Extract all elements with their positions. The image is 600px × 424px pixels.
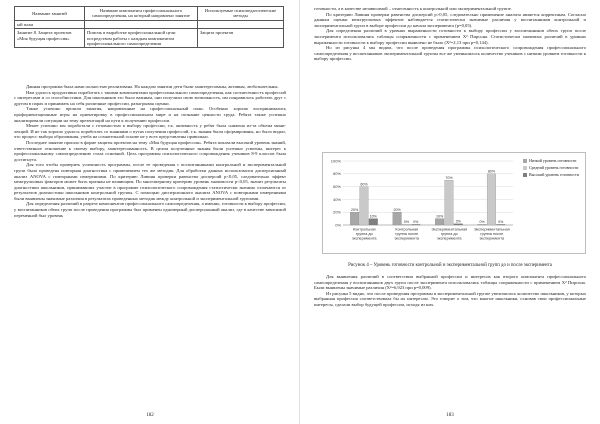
table-header-cell: Используемые психопедагогические методы bbox=[197, 7, 283, 21]
bar-2-1 bbox=[411, 224, 420, 225]
legend-swatch bbox=[523, 159, 527, 163]
y-tick-label: 100% bbox=[330, 158, 341, 164]
bar-data-label: 2% bbox=[455, 219, 461, 224]
bar-data-label: 10% bbox=[435, 214, 444, 219]
bar-0-1 bbox=[393, 212, 402, 225]
table-cell: ый план bbox=[15, 20, 85, 28]
x-category-label: Экспериментальная группа после эксперимента bbox=[473, 227, 510, 241]
bar-data-label: 10% bbox=[369, 214, 377, 219]
bar-data-label: 70% bbox=[445, 176, 453, 180]
paragraph: Для определения различий в разрезе компонентов профессионального самоопределения, а именно, готовности к выбору профессии, у воспитанников обеих групп после проведения программы был применен одномерный дисперсионный анализ, где в качестве зависимой переменной был уровень bbox=[14, 201, 286, 218]
bar-2-0 bbox=[369, 219, 378, 225]
table-cell bbox=[84, 20, 197, 28]
paragraph: Но из рисунка 4 мы видим, что после проведения программы психологического сопровождения профессионального самоопределения у воспитанников экспериментальной группы все же уменьшилось количество учеников с низким уровнем готовности к выбору профессии. bbox=[314, 45, 586, 62]
right-body-text-bottom bbox=[314, 274, 586, 308]
bar-chart-svg bbox=[323, 153, 519, 253]
bar-data-label: 60% bbox=[360, 182, 368, 187]
table-cell-methods: Защита проектов bbox=[197, 29, 283, 48]
bar-data-label: 0% bbox=[403, 220, 410, 225]
y-tick-label: 40% bbox=[332, 196, 341, 202]
x-category-label: Контрольная группа до эксперимента bbox=[351, 227, 377, 241]
legend-item bbox=[523, 159, 581, 164]
bar-data-label: 20% bbox=[393, 208, 401, 212]
bar-1-2 bbox=[445, 180, 454, 225]
bar-1-1 bbox=[402, 224, 411, 225]
bar-1-3 bbox=[487, 174, 496, 225]
right-body-text-top bbox=[314, 6, 586, 62]
paragraph: Также успешно прошли занятия, направленные на профессиональный план. Особенно хорошо воспринимались профориентационные игры на ориентировку в профессиональном мире и на познание ценности труда. Ребята также успешно анализировали ситуации на тему презентаций на пути к получению профессии. bbox=[14, 106, 286, 123]
paragraph: Нам удалось продуктивно поработать с такими компонентами профессионального самоопределения, как соотнесенность профессий с интересами и со способностями. Для школьников это было важным, они получили свою возможность, им понравилось работать друг с другом в парах и принимать на себя различные профессии, разыгрывая сценки. bbox=[14, 89, 286, 106]
paragraph: Последнее занятие прошло в форме защиты проектов на тему «Моя будущая профессия». Ребята показали высокий уровень знаний, ответственное отношение к своему выбору, заинтересованность. В целом полученные знания были успешно усвоены, интерес к профессиональному самоопределению стала основной. Цель программы психологического сопровождения учеников 8-9 классов была достигнута. bbox=[14, 139, 286, 162]
bar-0-3 bbox=[478, 224, 487, 225]
paragraph: Для того чтобы проверить успешность программы, после ее проведения с воспитанниками контрольной и экспериментальной групп была проведена повторная диагностика с применением тех же методик. Для обработки данных использовался дисперсионный анализ ANOVA с повторными измерениями. По критерию Ливиня проверки равенства дисперсий р<0,05, следовательно эффект межгрупповых факторов может быть признан не влияющим. По многомерному критерию уровень значимости р<0,05, значит результаты диагностики школьников, принимавших участие в программе психологического сопровождения статистически значимо отличаются от результатов диагностики школьников контрольной группы. С помощью дисперсионного анализа ANOVA с повторными измерениями были выявлены значимые различия в результатах проведенных методик между контрольной и экспериментальной группами. bbox=[14, 162, 286, 201]
x-category-label: Экспериментальная группа до эксперимента bbox=[431, 227, 468, 241]
legend-label: Высокий уровень готовности bbox=[529, 171, 579, 177]
paragraph: Менее успешно мы поработали с готовностью к выбору профессии, т.к. активность у ребят была снижена из-за объема мини-лекций. И не так хорошо удалось поработать со знаниями о путях получения профессий, т.к. знания были сформированы, но было видно, что процесс выбора образования, учеба на сознательной основе не у всех представлены правильно. bbox=[14, 123, 286, 140]
y-tick-label: 60% bbox=[332, 184, 341, 189]
program-table bbox=[14, 6, 284, 48]
paragraph: Для выявления различий в соответствии выбранной профессии и интересов как второго компонента профессионального самоопределения у воспитанников двух групп после эксперимента использовались таблицы сопряженности с применением X² Пирсона. Были выявлены значимые различия (X²=6,923 при р=0,009). bbox=[314, 274, 586, 291]
table-cell-component: Помочь в выработке профессиональной цели посредством работы с каждым компонентом профессионального самоопределения bbox=[84, 29, 197, 48]
left-page bbox=[4, 0, 296, 424]
figure-caption: Рисунок 4 – Уровень готовности контрольной и экспериментальной групп до и после эксперимента bbox=[348, 262, 552, 268]
bar-data-label: 0% bbox=[413, 220, 419, 225]
legend-swatch bbox=[523, 166, 527, 170]
figure-4-chart bbox=[322, 152, 586, 254]
bar-data-label: 80% bbox=[487, 169, 496, 174]
paragraph: Для определения различий в уровнях выраженности готовности к выбору профессии у воспитанников обеих групп после эксперимента использовались таблицы сопряженности с применением X² Пирсона. Статистически значимых различий в уровнях выраженности готовности к выбору профессии выявлено не было (X²=2,13 при р=0,144). bbox=[314, 28, 586, 45]
table-header-cell: Название занятий bbox=[15, 7, 85, 21]
legend-swatch bbox=[523, 173, 527, 177]
page-spine bbox=[299, 0, 300, 424]
bar-1-0 bbox=[360, 187, 369, 225]
chart-legend bbox=[523, 159, 581, 179]
table-cell-name: Занятие 8. Защита проектов «Моя будущая профессия» bbox=[15, 29, 85, 48]
table-header-row bbox=[15, 7, 284, 21]
legend-item bbox=[523, 166, 581, 171]
y-tick-label: 0% bbox=[335, 222, 341, 228]
paragraph: По критерию Ливиня проверки равенства дисперсий р>0,05, следовательно применение анализа является корректным. Согласно данным оценки межгрупповых эффектов наблюдается статистически значимые различия у воспитанников контрольной и экспериментальной групп в выборе профессии до начала эксперимента (р=0,05). bbox=[314, 11, 586, 28]
legend-label: Средний уровень готовности bbox=[529, 164, 579, 170]
table-cell bbox=[197, 20, 283, 28]
bar-data-label: 0% bbox=[479, 220, 485, 225]
y-tick-label: 20% bbox=[332, 209, 341, 215]
legend-label: Низкий уровень готовности bbox=[529, 158, 577, 163]
page-number: 183 bbox=[446, 413, 454, 418]
figure-caption-block bbox=[314, 258, 586, 274]
bar-data-label: 0% bbox=[498, 220, 504, 225]
x-category-label: Контрольная группа после эксперимента bbox=[394, 227, 420, 241]
page-number: 182 bbox=[146, 413, 154, 418]
right-page bbox=[304, 0, 596, 424]
y-tick-label: 80% bbox=[332, 171, 341, 177]
bar-2-3 bbox=[496, 224, 505, 225]
bar-data-label: 20% bbox=[350, 208, 359, 212]
table-row bbox=[15, 29, 284, 48]
left-body-text bbox=[14, 84, 286, 218]
legend-item bbox=[523, 173, 581, 178]
paragraph: готовности, а в качестве независимой – отнесенность к контрольной или экспериментальной группе. bbox=[314, 6, 512, 11]
table-header-cell: Название компонента профессионального самоопределения, на который направлено занятие bbox=[84, 7, 197, 21]
paragraph: Из рисунка 5 видно, что после проведения программы в экспериментальной группе увеличилось количество школьников, у которых выбранная профессия соответствовала бы их интересам. Это говорит о том, что многие школьники, основав свои профессиональные интересы, сделали выбор будущей профессии, исходя из них. bbox=[314, 290, 586, 307]
paragraph: Данная программа была нами полностью реализована. На каждом занятии дети были заинтересованы, активны, любознательны. bbox=[26, 84, 279, 89]
bar-2-2 bbox=[454, 224, 463, 225]
bar-0-0 bbox=[350, 212, 359, 225]
table-row bbox=[15, 20, 284, 28]
bar-0-2 bbox=[435, 219, 444, 225]
